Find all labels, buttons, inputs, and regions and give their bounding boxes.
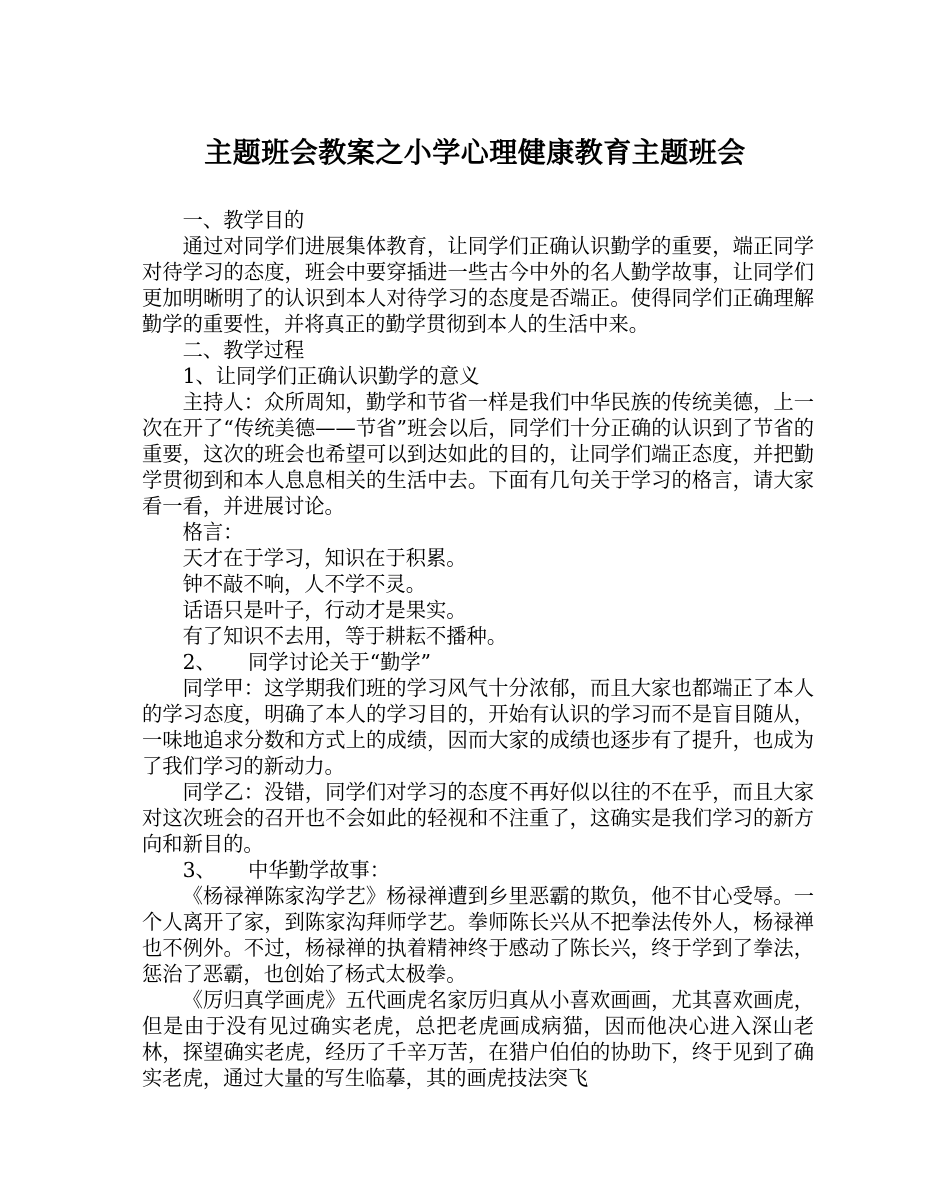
heading-teaching-process: 二、教学过程 — [182, 338, 305, 362]
heading-teaching-goal: 一、教学目的 — [182, 208, 305, 232]
subheading-step-3: 3、 中华勤学故事： — [182, 858, 390, 882]
motto-item: 钟不敲不响，人不学不灵。 — [182, 572, 426, 596]
document-title: 主题班会教案之小学心理健康教育主题班会 — [204, 136, 746, 169]
subheading-step-1: 1、让同学们正确认识勤学的意义 — [182, 364, 480, 388]
paragraph-story-li: 《厉归真学画虎》五代画虎名家厉归真从小喜欢画画，尤其喜欢画虎，但是由于没有见过确实老虎，总把老虎画成病猫，因而他决心进入深山老林，探望确实老虎，经历了千辛万苦，在猎户伯伯的协助下，终于见到了确实老虎，通过大量的写生临摹，其的画虎技法突飞 — [142, 988, 814, 1090]
document-body — [142, 207, 814, 1091]
subheading-step-2: 2、 同学讨论关于“勤学” — [182, 650, 431, 674]
paragraph-student-a: 同学甲：这学期我们班的学习风气十分浓郁，而且大家也都端正了本人的学习态度，明确了本人的学习目的，开始有认识的学习而不是盲目随从，一味地追求分数和方式上的成绩，因而大家的成绩也逐步有了提升，也成为了我们学习的新动力。 — [142, 676, 814, 778]
paragraph-host-speech: 主持人：众所周知，勤学和节省一样是我们中华民族的传统美德，上一次在开了“传统美德——节省”班会以后，同学们十分正确的认识到了节省的重要，这次的班会也希望可以到达如此的目的，让同学们端正态度，并把勤学贯彻到和本人息息相关的生活中去。下面有几句关于学习的格言，请大家看一看，并进展讨论。 — [142, 390, 814, 518]
paragraph-student-b: 同学乙：没错，同学们对学习的态度不再好似以往的不在乎，而且大家对这次班会的召开也不会如此的轻视和不注重了，这确实是我们学习的新方向和新目的。 — [142, 780, 814, 856]
paragraph-story-yang: 《杨禄禅陈家沟学艺》杨禄禅遭到乡里恶霸的欺负，他不甘心受辱。一个人离开了家，到陈家沟拜师学艺。拳师陈长兴从不把拳法传外人，杨禄禅也不例外。不过，杨禄禅的执着精神终于感动了陈长兴，终于学到了拳法，惩治了恶霸，也创始了杨式太极拳。 — [142, 884, 814, 986]
motto-item: 有了知识不去用，等于耕耘不播种。 — [182, 624, 508, 648]
motto-item: 话语只是叶子，行动才是果实。 — [182, 598, 467, 622]
label-mottos: 格言： — [182, 520, 244, 544]
motto-item: 天才在于学习，知识在于积累。 — [182, 546, 467, 570]
paragraph-goal-description: 通过对同学们进展集体教育，让同学们正确认识勤学的重要，端正同学对待学习的态度，班会中要穿插进一些古今中外的名人勤学故事，让同学们更加明晰明了的认识到本人对待学习的态度是否端正。使得同学们正确理解勤学的重要性，并将真正的勤学贯彻到本人的生活中来。 — [142, 234, 814, 336]
